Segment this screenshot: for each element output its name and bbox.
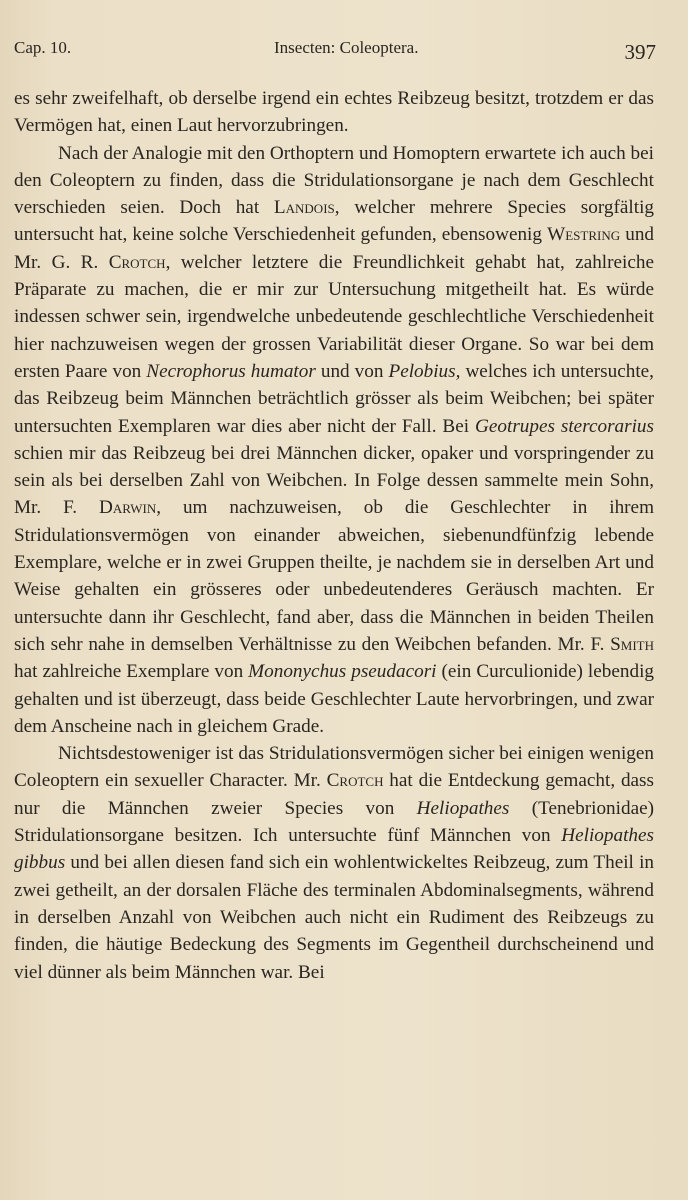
text-run: (ein Curculionide) lebendig gehalten und ist überzeugt, dass beide Geschlechter Laute hervorbringen, und zwar dem Anscheine nach in gleichem Grade. — [14, 661, 654, 737]
text-run: , welcher letztere die Freundlichkeit gehabt hat, zahlreiche Präparate zu machen, die er mir zur Untersuchung mitgetheilt hat. Es würde indessen schwer sein, irgendwelche unbedeutende geschlechtliche Verschiedenheit hier nachzuweisen wegen der grossen Variabilität dieser Organe. So war bei dem ersten Paare von — [14, 251, 655, 382]
italic-taxon: Pelobius, — [388, 360, 461, 382]
paragraph — [14, 140, 654, 741]
author-name: Darwin — [99, 497, 157, 519]
italic-taxon: Mononychus pseudacori — [248, 661, 437, 683]
text-run: hat zahlreiche Exemplare von — [14, 661, 249, 683]
running-title: Insecten: Coleoptera. — [274, 38, 419, 57]
chapter-label: Cap. 10. — [14, 38, 72, 57]
text-run: und bei allen diesen fand sich ein wohlentwickeltes Reibzeug, zum Theil in zwei getheilt, an der dorsalen Fläche des terminalen Abdominalsegments, während in derselben Anzahl von Weibchen auch nicht ein Rudiment des Reibzeugs zu finden, die häutige Bedeckung des Segments im Gegentheil durchscheinend und viel dünner als beim Männchen war. Bei — [14, 852, 654, 983]
italic-taxon: Necrophorus humator — [146, 360, 316, 382]
italic-taxon: Heliopathes gibbus — [14, 825, 654, 874]
author-name: Landois — [273, 197, 335, 219]
paragraph — [14, 85, 654, 140]
running-header — [14, 38, 656, 68]
italic-taxon: Heliopathes — [416, 797, 510, 819]
page-number: 397 — [624, 40, 656, 64]
body-text — [14, 85, 654, 986]
author-name: Crotch — [326, 770, 384, 792]
author-name: Westring — [547, 224, 621, 246]
paragraph — [14, 740, 654, 986]
text-run: schien mir das Reibzeug bei drei Männchen dicker, opaker und vorspringender zu sein als bei derselben Zahl von Weibchen. In Folge dessen sammelte mein Sohn, Mr. F. — [14, 442, 654, 519]
text-run: Nach der Analogie mit den Orthoptern und Homoptern erwartete ich auch bei den Coleoptern zu finden, dass die Stridulationsorgane je nach dem Geschlecht verschieden seien. Doch hat — [14, 142, 654, 219]
text-run: es sehr zweifelhaft, ob derselbe irgend ein echtes Reibzeug besitzt, trotzdem er das Vermögen hat, einen Laut hervorzubringen. — [14, 88, 654, 137]
italic-taxon: Geotrupes stercorarius — [475, 415, 654, 437]
text-run: (Tenebrionidae) Stridulationsorgane besitzen. Ich untersuchte fünf Männchen von — [14, 797, 654, 847]
text-run: und von — [315, 360, 389, 382]
text-run: hat die Entdeckung gemacht, dass nur die Männchen zweier Species von — [14, 770, 654, 819]
text-run: und Mr. G. R. — [14, 224, 655, 273]
text-run: , welcher mehrere Species sorgfältig untersucht hat, keine solche Verschiedenheit gefunden, ebensowenig — [14, 197, 654, 246]
author-name: Smith — [610, 633, 654, 655]
text-run: welches ich untersuchte, das Reibzeug beim Männchen beträchtlich grösser als beim Weibchen; bei später untersuchten Exemplaren war dies aber nicht der Fall. Bei — [14, 360, 654, 437]
author-name: Crotch — [108, 251, 166, 273]
text-run: , um nachzuweisen, ob die Geschlechter in ihrem Stridulationsvermögen von einander abweichen, siebenundfünfzig lebende Exemplare, welche er in zwei Gruppen theilte, je nachdem sie in derselben Art und Weise gehalten ein grösseres oder unbedeutenderes Geräusch machten. Er untersuchte dann ihr Geschlecht, fand aber, dass die Männchen in beiden Theilen sich sehr nahe in demselben Verhältnisse zu den Weibchen befanden. Mr. F. — [14, 497, 654, 655]
text-run: Nichtsdestoweniger ist das Stridulationsvermögen sicher bei einigen wenigen Coleoptern ein sexueller Character. Mr. — [14, 743, 654, 792]
